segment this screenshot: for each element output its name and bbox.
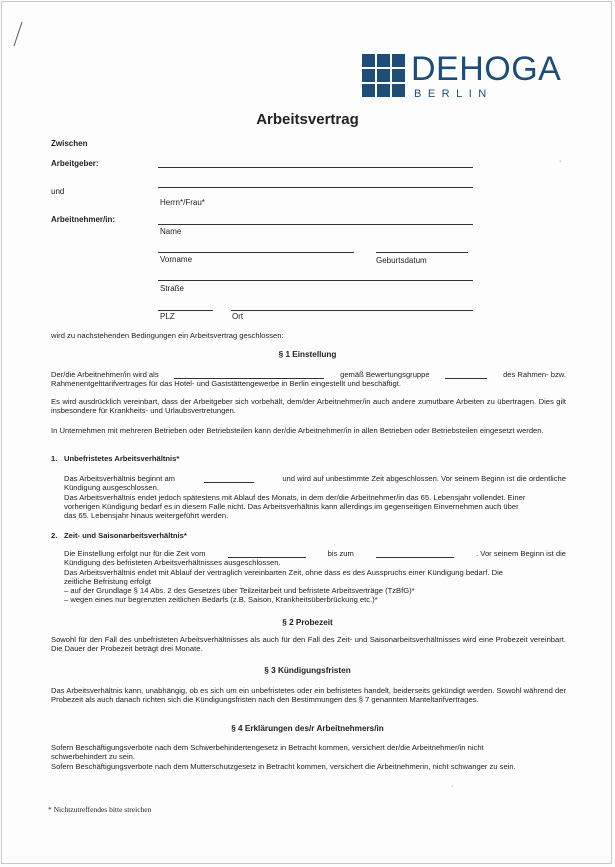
- margin-mark: [8, 20, 28, 50]
- subsection-1-heading: Unbefristetes Arbeitsverhältnis*: [64, 454, 180, 463]
- label-name: Name: [160, 227, 182, 236]
- plz-line[interactable]: [158, 310, 213, 311]
- label-arbeitgeber: Arbeitgeber:: [51, 159, 99, 168]
- s1-para2: Es wird ausdrücklich vereinbart, dass der Arbeitgeber sich vorbehält, dem/der Arbeitnehmer/in auch andere zumutbare Arbeiten zu übertragen. Dies gilt insbesondere für Krankheits- und Urlaubsvertretungen.: [51, 397, 566, 416]
- label-und: und: [51, 187, 65, 196]
- section-2-heading: § 2 Probezeit: [282, 618, 333, 627]
- section-4-heading: § 4 Erklärungen des/r Arbeitnehmers/in: [231, 724, 384, 733]
- arbeitgeber-line-2[interactable]: [158, 187, 473, 188]
- u2-paragraph: Die Einstellung erfolgt nur für die Zeit vom bis zum . Vor seinem Beginn ist die Kündigung des befristeten Arbeitsverhältnisses ausgeschlossen. Das Arbeitsverhältnis endet mit Ablauf der vertraglich vereinbarten Zeit, ohne dass es des Ausspruchs einer Kündigung bedarf. Die zeitliche Befristung erfolgt – auf der Grundlage § 14 Abs. 2 des Gesetzes über Teilzeitarbeit und befristete Arbeitsverträge (TzBfG)* – wegen eines nur begrenzten zeitlichen Bedarfs (z.B. Saison, Krankheitsüberbrückung etc.)*: [64, 549, 566, 605]
- s4-paragraph: Sofern Beschäftigungsverbote nach dem Schwerbehindertengesetz in Betracht kommen, versichert der/die Arbeitnehmer/in nicht schwerbehindert zu sein. Sofern Beschäftigungsverbote nach dem Mutterschutzgesetz in Betracht kommen, versichert die Arbeitnehmerin, nicht schwanger zu sein.: [51, 743, 516, 771]
- vom-datum-blank[interactable]: [228, 549, 306, 558]
- label-strasse: Straße: [160, 284, 185, 293]
- strasse-line[interactable]: [158, 280, 473, 281]
- s2-paragraph: Sowohl für den Fall des unbefristeten Arbeitsverhältnisses als auch für den Fall des Zeit- und Saisonarbeitsverhältnisses wird eine Probezeit vereinbart. Die Dauer der Probezeit beträgt drei Monate.: [51, 635, 566, 654]
- margin-dot: ·: [559, 158, 562, 165]
- label-geburtsdatum: Geburtsdatum: [376, 256, 427, 265]
- subsection-2-number: 2.: [51, 531, 58, 540]
- label-ort: Ort: [232, 312, 244, 321]
- intro-sentence: wird zu nachstehenden Bedingungen ein Arbeitsvertrag geschlossen:: [51, 331, 284, 340]
- geburtsdatum-line[interactable]: [376, 252, 468, 253]
- s1-para3: In Unternehmen mit mehreren Betrieben oder Betriebsteilen kann der/die Arbeitnehmer/in in allen Betrieben oder Betriebsteilen eingesetzt werden.: [51, 426, 544, 435]
- footnote: * Nichtzutreffendes bitte streichen: [48, 805, 152, 814]
- taetigkeit-blank[interactable]: [174, 370, 324, 379]
- u1-paragraph: Das Arbeitsverhältnis beginnt am und wird auf unbestimmte Zeit abgeschlossen. Vor seinem Beginn ist die ordentliche Kündigung ausgeschlossen. Das Arbeitsverhältnis endet jedoch spätestens mit Ablauf des Monats, in dem der/die Arbeitnehmer/in das 65. Lebensjahr vollendet. Einer vorherigen Kündigung bedarf es in diesem Falle nicht. Das Arbeitsverhältnis kann allerdings im gegenseitigen Einvernehmen auch über das 65. Lebensjahr hinaus weitergeführt werden.: [64, 474, 566, 521]
- bis-datum-blank[interactable]: [376, 549, 454, 558]
- label-herr-frau: Herrn*/Frau*: [160, 198, 205, 207]
- label-plz: PLZ: [160, 312, 175, 321]
- ort-line[interactable]: [231, 310, 473, 311]
- section-1-heading: § 1 Einstellung: [278, 350, 337, 359]
- name-line[interactable]: [158, 224, 473, 225]
- dehoga-logo-icon: [362, 54, 406, 98]
- subsection-1-number: 1.: [51, 454, 58, 463]
- arbeitgeber-line[interactable]: [158, 167, 473, 168]
- vorname-line[interactable]: [158, 252, 354, 253]
- logo-city: BERLIN: [414, 88, 493, 100]
- label-arbeitnehmer: Arbeitnehmer/in:: [51, 215, 116, 224]
- label-zwischen: Zwischen: [51, 139, 88, 148]
- subsection-2-heading: Zeit- und Saisonarbeitsverhältnis*: [64, 531, 187, 540]
- label-vorname: Vorname: [160, 255, 193, 264]
- document-title: Arbeitsvertrag: [256, 111, 359, 128]
- logo-wordmark: DEHOGA: [411, 50, 562, 88]
- beginn-datum-blank[interactable]: [204, 474, 254, 483]
- s3-paragraph: Das Arbeitsverhältnis kann, unabhängig, ob es sich um ein unbefristetes oder ein befristetes handelt, beiderseits gekündigt werden. Sowohl während der Probezeit als auch danach richten sich die Kündigungsfristen nach den Bestimmungen des § 7 genannten Manteltarifvertrages.: [51, 686, 566, 705]
- section-3-heading: § 3 Kündigungsfristen: [264, 666, 351, 675]
- s1-para1: Der/die Arbeitnehmer/in wird als gemäß Bewertungsgruppe des Rahmen- bzw. Rahmenentgelttarifvertrages für das Hotel- und Gaststättengewerbe in Berlin eingestellt und beschäftigt.: [51, 370, 566, 389]
- margin-dot-2: ·: [451, 783, 454, 790]
- gruppe-blank[interactable]: [445, 370, 487, 379]
